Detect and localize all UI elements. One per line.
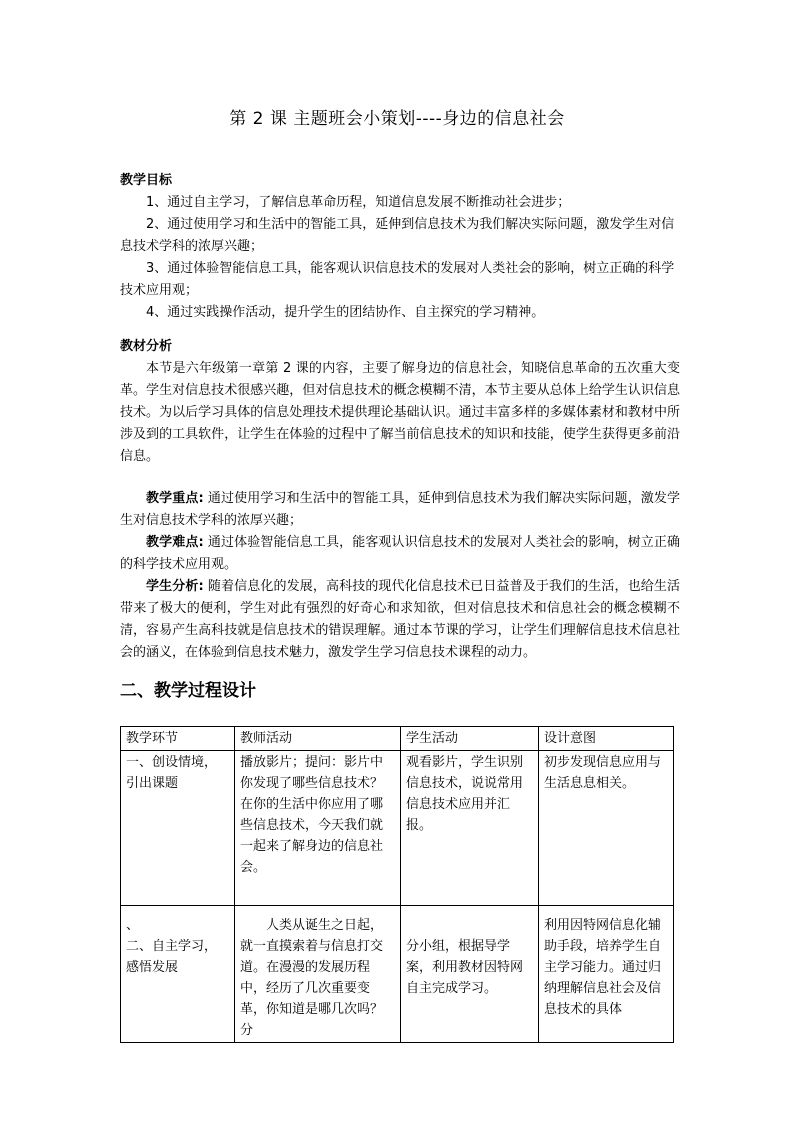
- key-points-label: 教学重点:: [146, 491, 204, 506]
- difficulties-text: 通过体验智能信息工具，能客观认识信息技术的发展对人类社会的影响，树立正确的科学技术应用观。: [120, 535, 680, 572]
- stage-text: 二、自主学习，感悟发展: [126, 939, 218, 975]
- student-analysis-paragraph: [120, 576, 680, 664]
- student-analysis-text: 随着信息化的发展，高科技的现代化信息技术已日益普及于我们的生活，也给生活带来了极大的便利，学生对此有强烈的好奇心和求知欲，但对信息技术和信息社会的概念模糊不清，容易产生高科技就是信息技术的错误理解。通过本节课的学习，让学生们理解信息技术信息社会的涵义，在体验到信息技术魅力，激发学生学习信息技术课程的动力。: [120, 579, 680, 660]
- table-row: [121, 906, 674, 1043]
- student-analysis-label: 学生分析:: [146, 579, 204, 594]
- student-cell: 观看影片，学生识别信息技术，说说常用信息技术应用并汇报。: [401, 751, 539, 906]
- teacher-cell: 播放影片；提问：影片中你发现了哪些信息技术？在你的生活中你应用了哪些信息技术，今天我们就一起来了解身边的信息社会。: [235, 751, 401, 906]
- difficulties-paragraph: [120, 532, 680, 576]
- analysis-text: 本节是六年级第一章第 2 课的内容，主要了解身边的信息社会，知晓信息革命的五次重大变革。学生对信息技术很感兴趣，但对信息技术的概念模糊不清，本节主要从总体上给学生认识信息技术。为以后学习具体的信息处理技术提供理论基础认识。通过丰富多样的多媒体素材和教材中所涉及到的工具软件，让学生在体验的过程中了解当前信息技术的知识和技能，使学生获得更多前沿信息。: [120, 361, 680, 464]
- student-text: 分小组，根据导学案，利用教材因特网自主完成学习。: [406, 939, 524, 996]
- table-row: [121, 751, 674, 906]
- analysis-heading: 教材分析: [120, 339, 173, 354]
- column-header: 学生活动: [401, 727, 539, 751]
- objective-item: 3、通过体验智能信息工具，能客观认识信息技术的发展对人类社会的影响，树立正确的科学技术应用观；: [120, 261, 675, 298]
- objective-item: 4、通过实践操作活动，提升学生的团结协作、自主探究的学习精神。: [146, 305, 545, 320]
- process-table: [120, 726, 674, 1043]
- objective-item: 2、通过使用学习和生活中的智能工具，延伸到信息技术为我们解决实际问题，激发学生对信息技术学科的浓厚兴趣；: [120, 217, 675, 254]
- column-header: 教师活动: [235, 727, 401, 751]
- lesson-content: [120, 170, 680, 664]
- column-header: 设计意图: [539, 727, 674, 751]
- teacher-text: 人类从诞生之日起，就一直摸索着与信息打交道。在漫漫的发展历程中，经历了几次重要变革，你知道是哪几次吗？分: [240, 918, 384, 1038]
- table-header-row: [121, 727, 674, 751]
- column-header: 教学环节: [121, 727, 235, 751]
- stage-cell: [121, 906, 235, 1043]
- key-points-text: 通过使用学习和生活中的智能工具，延伸到信息技术为我们解决实际问题，激发学生对信息技术学科的浓厚兴趣；: [120, 491, 680, 528]
- intent-text: 利用因特网信息化辅助手段，培养学生自主学习能力。通过归纳理解信息社会及信息技术的具体: [544, 918, 662, 1017]
- stage-cell: 一、创设情境，引出课题: [121, 751, 235, 906]
- process-heading: 二、教学过程设计: [120, 681, 256, 701]
- page-title: 第 2 课 主题班会小策划----身边的信息社会: [229, 109, 565, 129]
- objective-item: 1、通过自主学习，了解信息革命历程，知道信息发展不断推动社会进步；: [146, 195, 571, 210]
- intent-cell: 初步发现信息应用与生活息息相关。: [539, 751, 674, 906]
- teacher-cell: [235, 906, 401, 1043]
- objectives-heading: 教学目标: [120, 173, 173, 188]
- stage-mark: 、: [126, 918, 140, 933]
- key-points-paragraph: [120, 488, 680, 532]
- intent-cell: [539, 906, 674, 1043]
- student-cell: [401, 906, 539, 1043]
- difficulties-label: 教学难点:: [146, 535, 204, 550]
